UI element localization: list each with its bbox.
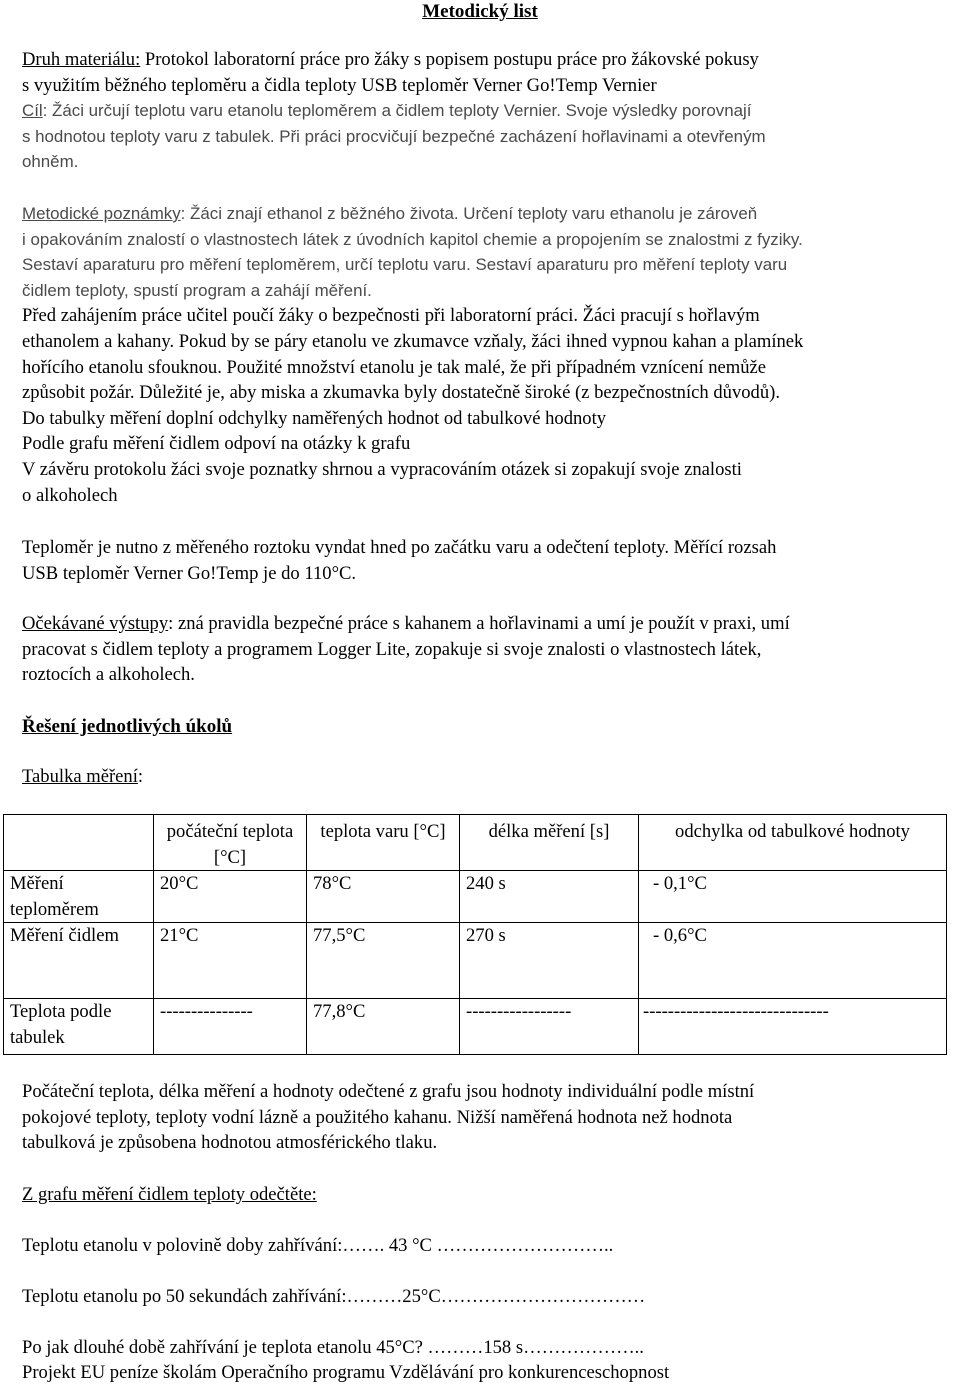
outcomes-line-1: Očekávané výstupy: zná pravidla bezpečné práce s kahanem a hořlavinami a umí je použít v praxi, umí [22,613,790,634]
thermometer-line-1: Teploměr je nutno z měřeného roztoku vyndat hned po začátku varu a odečtení teploty. Měřící rozsah [22,537,777,558]
expected-outcomes-section [22,611,942,688]
table-cell: 77,8°C [307,999,460,1055]
footer: Projekt EU peníze školám Operačního programu Vzdělávání pro konkurenceschopnost [22,1362,670,1383]
question-3: Po jak dlouhé době zahřívání je teplota etanolu 45°C? ………158 s……………….. [22,1337,644,1358]
thermometer-note [22,535,942,586]
table-cell: 78°C [307,871,460,923]
table-header-row [4,815,947,871]
notes-line-5: Před zahájením práce učitel poučí žáky o bezpečnosti při laboratorní práci. Žáci pracují s hořlavým [22,305,760,327]
table-row [4,923,947,999]
table-cell: - 0,1°C [639,871,947,923]
table-cell: 77,5°C [307,923,460,999]
page-title: Metodický list [422,1,538,22]
material-type-line-1: Druh materiálu: Protokol laboratorní práce pro žáky s popisem postupu práce pro žákovské pokusy [22,49,759,70]
notes-line-2: i opakováním znalostí o vlastnostech látek z úvodních kapitol chemie a propojením se znalostmi z fyziky. [22,229,803,249]
question-1: Teplotu etanolu v polovině doby zahřívání:……. 43 °C ……………………….. [22,1235,614,1256]
goal-label: Cíl [22,101,43,120]
table-header-cell: odchylka od tabulkové hodnoty [639,815,947,871]
notes-line-4: čidlem teploty, spustí program a zahájí měření. [22,280,372,300]
table-cell: 270 s [460,923,639,999]
table-header-cell: počáteční teplota [°C] [154,815,307,871]
table-cell: - 0,6°C [639,923,947,999]
table-row [4,871,947,923]
notes-label: Metodické poznámky [22,204,181,223]
notes-line-9: Do tabulky měření doplní odchylky naměřených hodnot od tabulkové hodnoty [22,407,607,429]
table-note-line-2: pokojové teploty, teploty vodní lázně a použitého kahanu. Nižší naměřená hodnota než hodnota [22,1106,733,1128]
table-note [22,1079,942,1156]
material-type-section [22,47,942,98]
notes-line-7: hořícího etanolu sfouknou. Použité množství etanolu je tak malé, že při případném vznícení nemůže [22,356,767,378]
graph-questions-heading: Z grafu měření čidlem teploty odečtěte: [22,1184,317,1205]
table-cell: 240 s [460,871,639,923]
table-cell: Teplota podle tabulek [4,999,154,1055]
notes-line-6: ethanolem a kahany. Pokud by se páry etanolu ve zkumavce vzňaly, žáci ihned vypnou kahan a plamínek [22,330,804,352]
notes-line-10: Podle grafu měření čidlem odpoví na otázky k grafu [22,433,411,455]
outcomes-line-3: roztocích a alkoholech. [22,664,195,686]
solutions-heading: Řešení jednotlivých úkolů [22,716,233,737]
table-cell: ----------------- [460,999,639,1055]
table-row [4,999,947,1055]
table-note-line-1: Počáteční teplota, délka měření a hodnoty odečtené z grafu jsou hodnoty individuální podle místní [22,1081,755,1102]
notes-line-8: způsobit požár. Důležité je, aby miska a zkumavka byly dostatečně široké (z bezpečnostních důvodů). [22,382,780,404]
outcomes-line-2: pracovat s čidlem teploty a programem Logger Lite, zopakuje si svoje znalosti o vlastnostech látek, [22,638,762,660]
table-cell: --------------- [154,999,307,1055]
measurement-table-label: Tabulka měření: [22,766,144,787]
table-header-cell [4,815,154,871]
methodical-notes-section [22,201,942,508]
question-2: Teplotu etanolu po 50 sekundách zahřívání:………25°C…………………………… [22,1286,646,1307]
table-cell: Měření čidlem [4,923,154,999]
table-cell: 21°C [154,923,307,999]
outcomes-label: Očekávané výstupy [22,613,169,634]
notes-line-11: V závěru protokolu žáci svoje poznatky shrnou a vypracováním otázek si zopakují svoje znalosti [22,458,742,480]
notes-line-3: Sestaví aparaturu pro měření teploměrem, určí teplotu varu. Sestaví aparaturu pro měření teploty varu [22,255,788,275]
table-note-line-3: tabulková je způsobena hodnotou atmosférického tlaku. [22,1132,438,1154]
goal-line-1: Cíl: Žáci určují teplotu varu etanolu teploměrem a čidlem teploty Vernier. Svoje výsledky porovnají [22,101,752,120]
goal-line-2: s hodnotou teploty varu z tabulek. Při práci procvičují bezpečné zacházení hořlavinami a otevřeným [22,126,766,146]
table-cell: 20°C [154,871,307,923]
table-cell: Měření teploměrem [4,871,154,923]
measurement-table [3,814,947,1055]
material-type-line-2: s využitím běžného teploměru a čidla teploty USB teploměr Verner Go!Temp Vernier [22,74,657,96]
table-header-cell: délka měření [s] [460,815,639,871]
material-type-label: Druh materiálu: [22,49,141,70]
table-header-cell: teplota varu [°C] [307,815,460,871]
goal-line-3: ohněm. [22,152,79,172]
thermometer-line-2: USB teploměr Verner Go!Temp je do 110°C. [22,562,357,584]
goal-section [22,98,942,175]
table-cell: ------------------------------ [639,999,947,1055]
notes-line-1: Metodické poznámky: Žáci znají ethanol z běžného života. Určení teploty varu ethanolu je zároveň [22,204,758,223]
notes-line-12: o alkoholech [22,484,118,506]
